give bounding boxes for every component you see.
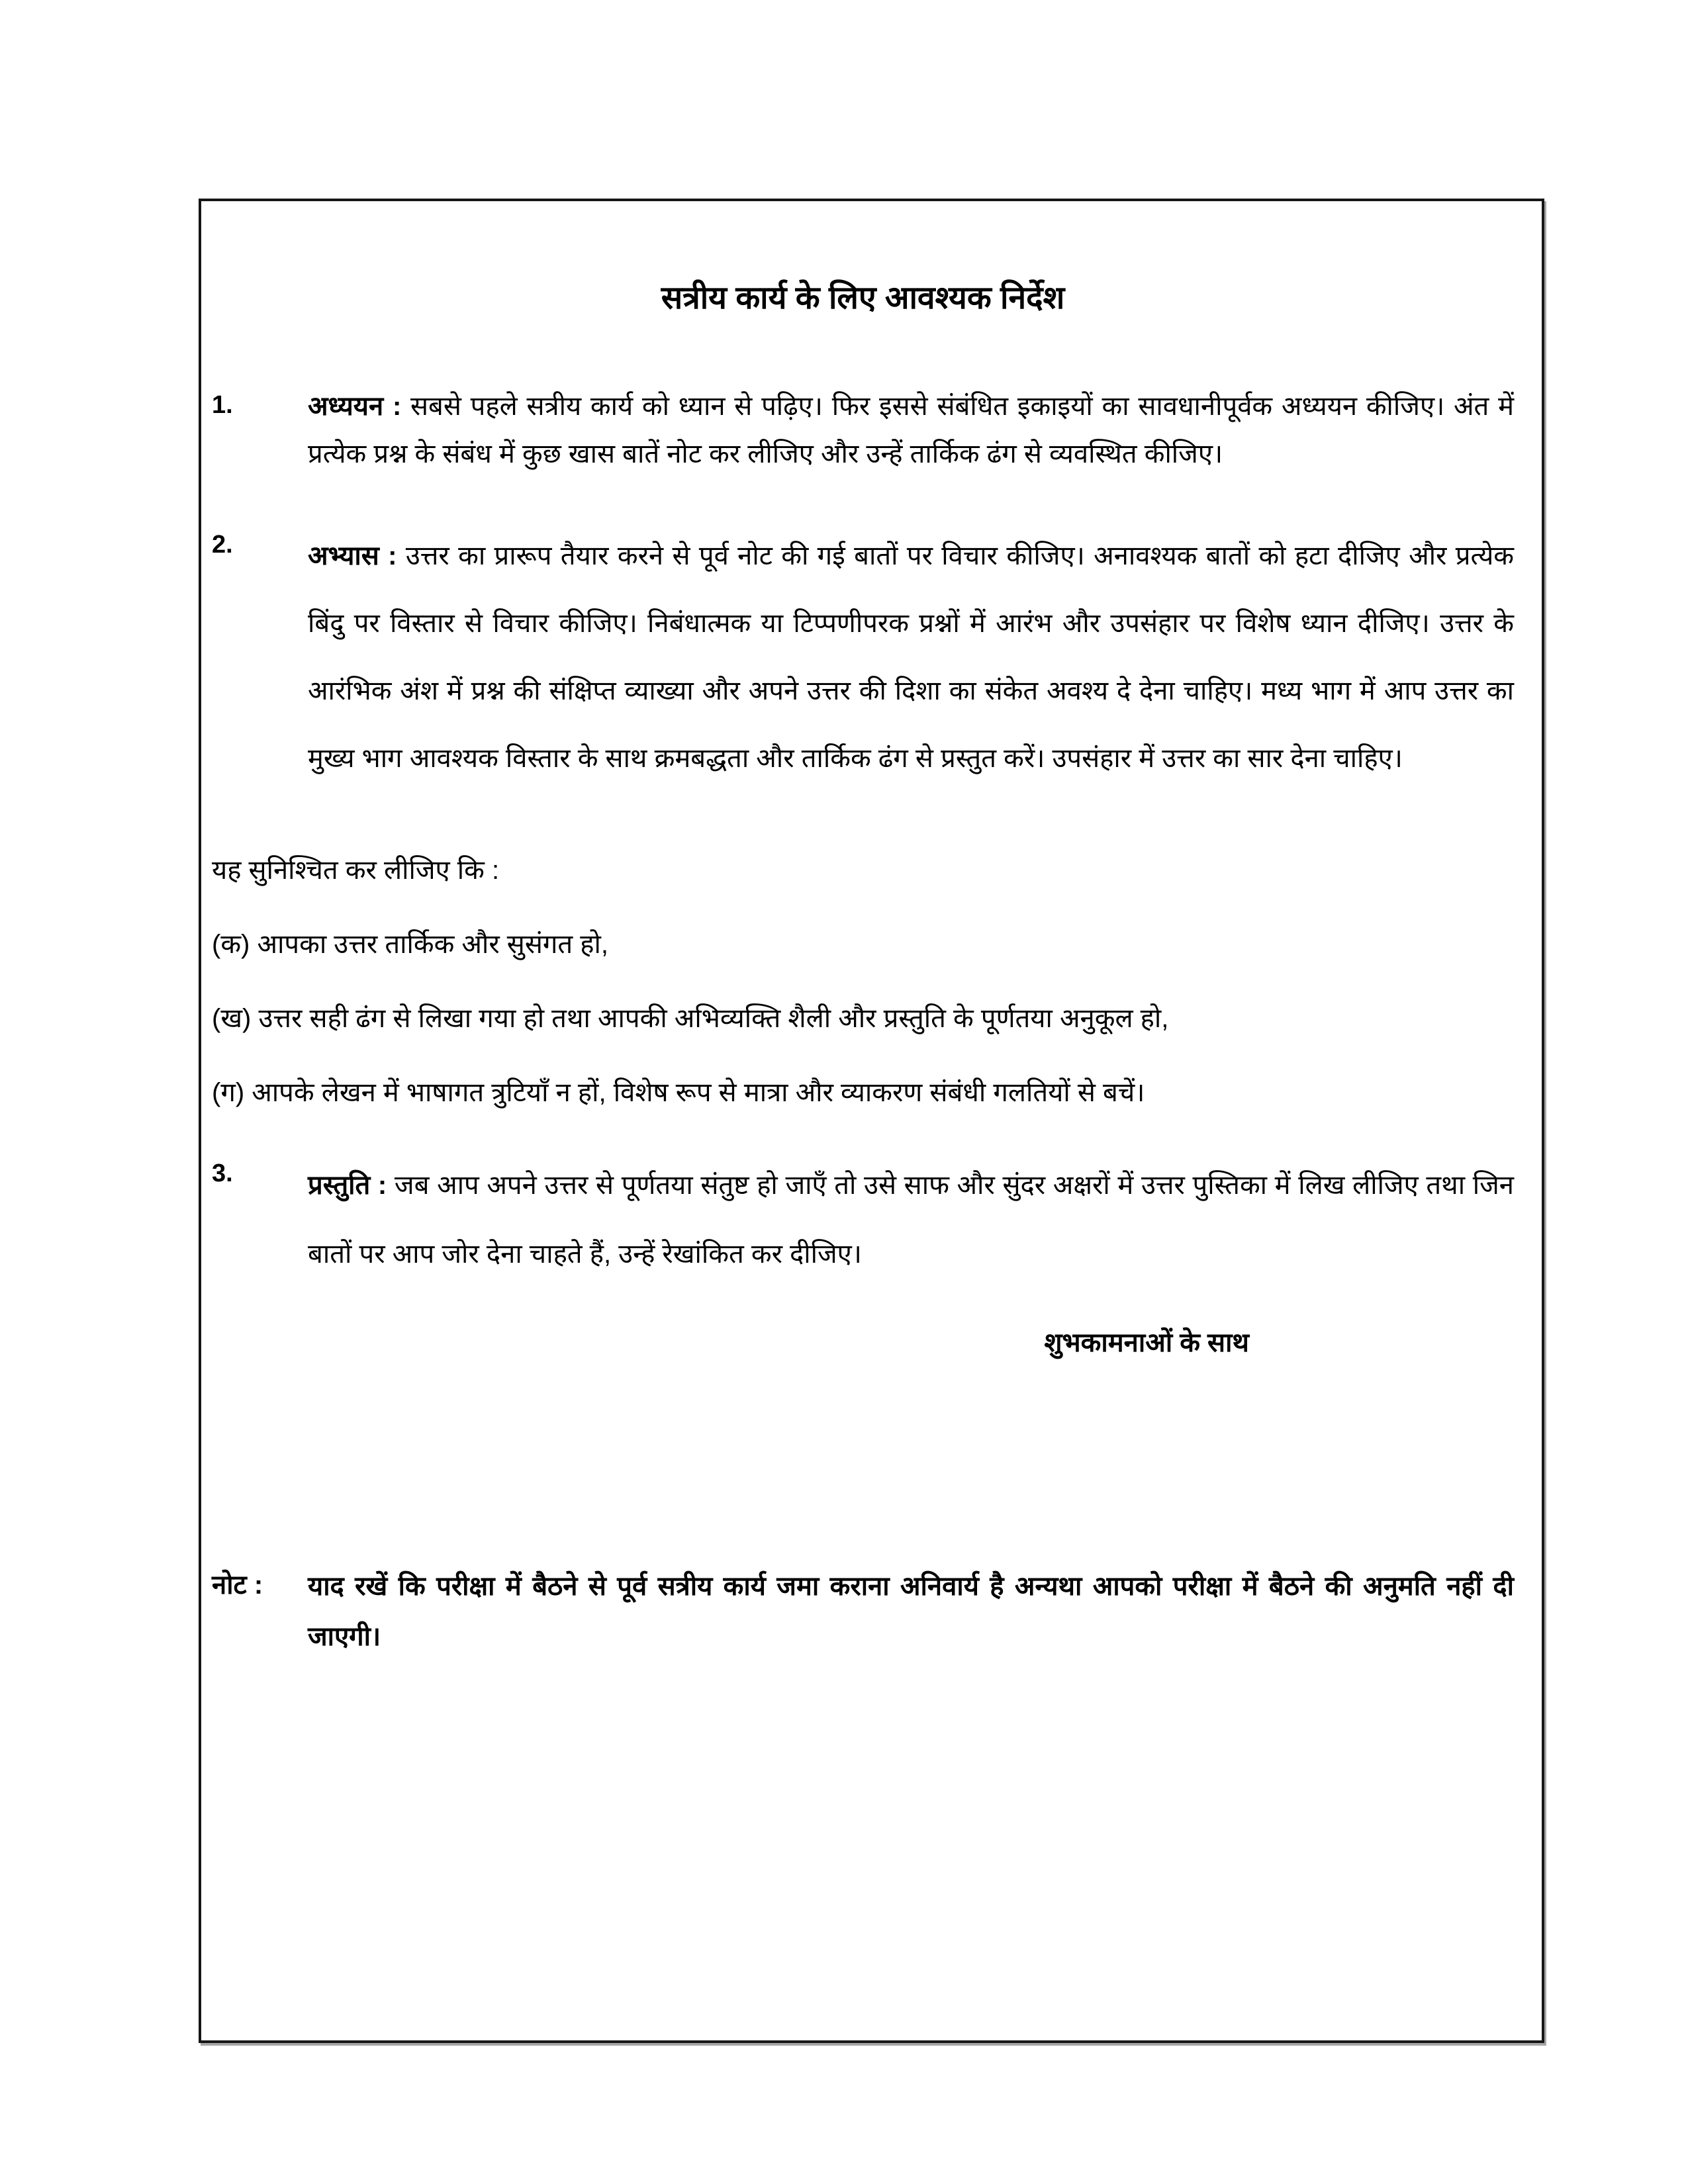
instruction-item-2 (212, 522, 1514, 792)
page-content (201, 201, 1542, 1662)
point-text: आपके लेखन में भाषागत त्रुटियाँ न हों, विशेष रूप से मात्रा और व्याकरण संबंधी गलतियों से बचें। (252, 1078, 1145, 1108)
item-body-text: सबसे पहले सत्रीय कार्य को ध्यान से पढ़िए। फिर इससे संबंधित इकाइयों का सावधानीपूर्वक अध्ययन कीजिए। अंत में प्रत्येक प्रश्न के संबंध में कुछ खास बातें नोट कर लीजिए और उन्हें तार्किक ढंग से व्यवस्थित कीजिए। (308, 391, 1514, 469)
closing-wishes: शुभकामनाओं के साथ (1044, 1328, 1249, 1358)
instruction-item-1 (212, 383, 1514, 479)
item-number: 3. (212, 1160, 233, 1188)
point-text: उत्तर सही ढंग से लिखा गया हो तथा आपकी अभिव्यक्ति शैली और प्रस्तुति के पूर्णतया अनुकूल हो, (258, 1004, 1169, 1034)
ensure-point-ga (212, 1073, 1514, 1113)
point-marker: (क) (212, 930, 250, 960)
note-text: याद रखें कि परीक्षा में बैठने से पूर्व सत्रीय कार्य जमा कराना अनिवार्य है अन्यथा आपको परीक्षा में बैठने की अनुमति नहीं दी जाएगी। (308, 1572, 1514, 1652)
item-text (308, 383, 1514, 479)
point-text: आपका उत्तर तार्किक और सुसंगत हो, (257, 930, 609, 960)
item-text (308, 522, 1514, 792)
item-body-text: उत्तर का प्रारूप तैयार करने से पूर्व नोट की गई बातों पर विचार कीजिए। अनावश्यक बातों को हटा दीजिए और प्रत्येक बिंदु पर विस्तार से विचार कीजिए। निबंधात्मक या टिप्पणीपरक प्रश्नों में आरंभ और उपसंहार पर विशेष ध्यान दीजिए। उत्तर के आरंभिक अंश में प्रश्न की संक्षिप्त व्याख्या और अपने उत्तर की दिशा का संकेत अवश्य दे देना चाहिए। मध्य भाग में आप उत्तर का मुख्य भाग आवश्यक विस्तार के साथ क्रमबद्धता और तार्किक ढंग से प्रस्तुत करें। उपसंहार में उत्तर का सार देना चाहिए। (308, 541, 1514, 774)
item-text (308, 1151, 1514, 1289)
note-section (212, 1561, 1514, 1662)
document-page (199, 199, 1544, 2043)
point-marker: (ग) (212, 1078, 245, 1108)
ensure-point-kha (212, 999, 1514, 1038)
item-label: अभ्यास : (308, 541, 397, 571)
ensure-heading: यह सुनिश्चित कर लीजिए कि : (212, 856, 500, 886)
ensure-point-ka (212, 925, 1514, 964)
page-title: सत्रीय कार्य के लिए आवश्यक निर्देश (661, 281, 1065, 316)
item-label: अध्ययन : (308, 391, 402, 421)
item-body-text: जब आप अपने उत्तर से पूर्णतया संतुष्ट हो जाएँ तो उसे साफ और सुंदर अक्षरों में उत्तर पुस्तिका में लिख लीजिए तथा जिन बातों पर आप जोर देना चाहते हैं, उन्हें रेखांकित कर दीजिए। (308, 1171, 1514, 1269)
item-number: 2. (212, 531, 233, 559)
item-label: प्रस्तुति : (308, 1171, 387, 1201)
instruction-item-3 (212, 1151, 1514, 1289)
point-marker: (ख) (212, 1004, 252, 1034)
item-number: 1. (212, 390, 233, 419)
note-label: नोट : (212, 1570, 263, 1600)
